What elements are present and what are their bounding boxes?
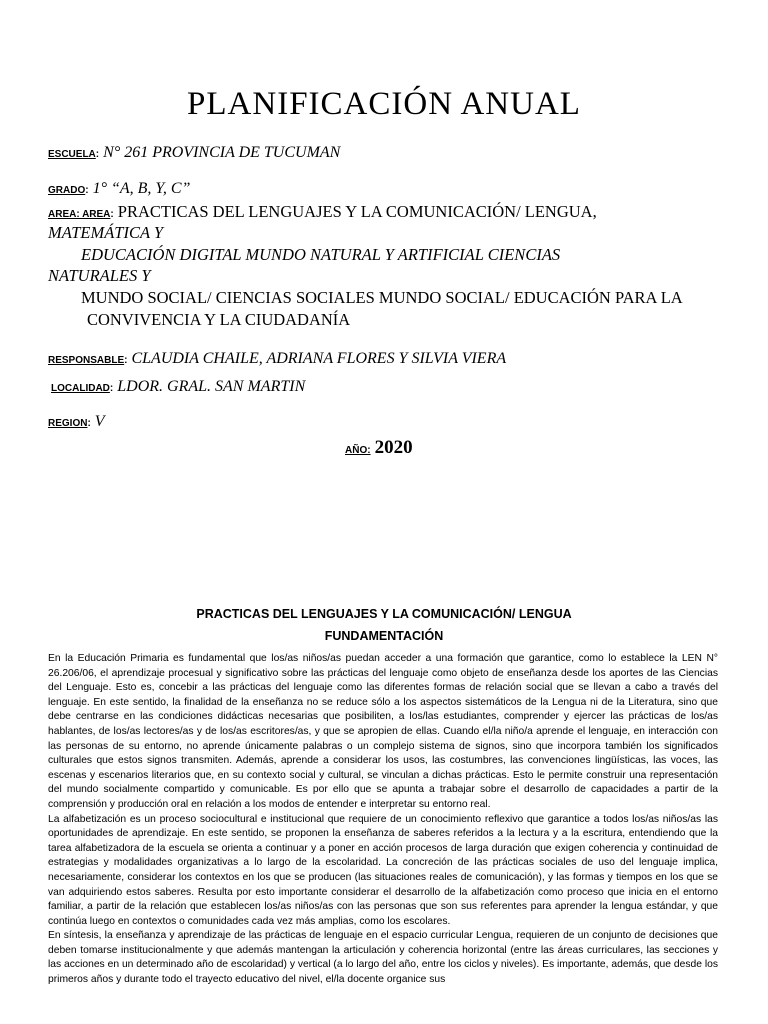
- paragraph: En la Educación Primaria es fundamental que los/as niños/as puedan acceder a una formación que garantice, como lo establece la LEN N° 26.206/06, el aprendizaje procesual y significativo sobre las prácticas del lenguaje como objeto de enseñanza desde los aportes de las Ciencias del Lenguaje. Esto es, concebir a las prácticas del lenguaje como las diferentes formas de relación social que se llevan a cabo a través del lenguaje. En este sentido, la finalidad de la enseñanza no se reduce sólo a los aspectos sistemáticos de la Lengua ni de la Literatura, sino que debe centrarse en las condiciones didácticas necesarias que posibiliten, a los/las estudiantes, comprender y ejercer las prácticas de los/as hablantes, de los/as lectores/as y de los/as escritores/as, y que se apropien de ellas. Cuando el/la niño/a aprende el lenguaje, en interacción con las personas de su entorno, no aprende únicamente palabras o un complejo sistema de signos, sino que incorpora también los significados culturales que estos signos transmiten. Además, aprende a considerar los usos, las costumbres, las convenciones lingüísticas, las voces, las escenas y escenarios literarios que, en su contexto social y cultural, se vinculan a dichas prácticas. Esto le permite construir una representación del mundo socialmente compartido y comunicable. Es por ello que se apunta a trabajar sobre el desarrollo de capacidades a partir de la comprensión y producción oral en relación a los modos de entender e interpretar su entorno real.: [48, 653, 718, 810]
- year-value: 2020: [374, 437, 413, 458]
- localidad-label: LOCALIDAD: [51, 383, 110, 394]
- responsable-label: RESPONSABLE: [48, 355, 125, 366]
- page-title: PLANIFICACIÓN ANUAL: [187, 86, 581, 122]
- area-line-3: EDUCACIÓN DIGITAL MUNDO NATURAL Y ARTIFICIAL CIENCIAS: [81, 245, 561, 264]
- responsable-value: CLAUDIA CHAILE, ADRIANA FLORES Y SILVIA VIERA: [131, 350, 507, 367]
- region-value: V: [94, 413, 105, 430]
- grado-label: GRADO: [48, 185, 86, 196]
- section-body: [48, 652, 718, 988]
- responsable-row: RESPONSABLE: CLAUDIA CHAILE, ADRIANA FLORES Y SILVIA VIERA: [48, 350, 507, 367]
- grado-row: GRADO: 1° “A, B, Y, C”: [48, 180, 191, 197]
- year-row: [345, 437, 413, 459]
- grado-value: 1° “A, B, Y, C”: [92, 180, 191, 197]
- area-line-1: PRACTICAS DEL LENGUAJES Y LA COMUNICACIÓN/ LENGUA,: [117, 202, 597, 221]
- section-heading: PRACTICAS DEL LENGUAJES Y LA COMUNICACIÓN/ LENGUA: [196, 607, 572, 621]
- localidad-value: LDOR. GRAL. SAN MARTIN: [117, 378, 306, 395]
- escuela-row: ESCUELA: N° 261 PROVINCIA DE TUCUMAN: [48, 144, 341, 161]
- escuela-label: ESCUELA: [48, 149, 96, 160]
- area-line-5: MUNDO SOCIAL/ CIENCIAS SOCIALES MUNDO SOCIAL/ EDUCACIÓN PARA LA: [81, 288, 683, 307]
- escuela-value: N° 261 PROVINCIA DE TUCUMAN: [103, 144, 341, 161]
- region-row: REGION: V: [48, 413, 105, 430]
- localidad-row: LOCALIDAD: LDOR. GRAL. SAN MARTIN: [51, 378, 306, 395]
- paragraph: La alfabetización es un proceso sociocultural e institucional que requiere de un conocimiento reflexivo que garantice a todos los/as niños/as las oportunidades de aprendizaje. En este sentido, se proponen la enseñanza de saberes referidos a la lectura y a la escritura, entendiendo que la tarea alfabetizadora de la escuela se orienta a continuar y a poner en acción procesos de larga duración que exigen coherencia y continuidad de estrategias y modalidades organizativas a lo largo de la escolaridad. La concreción de las prácticas sociales de uso del lenguaje implica, necesariamente, considerar los contextos en los que se producen (las situaciones reales de comunicación), y las formas y tiempos en los que se van adquiriendo estos saberes. Resulta por esto importante considerar el desarrollo de la alfabetización como proceso que inicia en el entorno familiar, a partir de la relación que establecen los/as niños/as con las personas que son sus referentes para aprender la lengua estándar, y que continúa luego en contextos o comunidades cada vez más amplias, como los escolares.: [48, 813, 718, 927]
- area-line-4: NATURALES Y: [48, 266, 151, 285]
- paragraph: En síntesis, la enseñanza y aprendizaje de las prácticas de lenguaje en el espacio curricular Lengua, requieren de un conjunto de decisiones que deben tomarse institucionalmente y que además mantengan la articulación y coherencia horizontal (entre las áreas curriculares, las secciones y las acciones en un determinado año de escolaridad) y vertical (a lo largo del año, entre los ciclos y niveles). Es importante, además, que desde los primeros años y durante todo el trayecto educativo del nivel, el/la docente organice sus: [48, 930, 718, 986]
- section-subheading: FUNDAMENTACIÓN: [324, 629, 444, 643]
- area-line-2: MATEMÁTICA Y: [48, 223, 164, 242]
- area-label: AREA: AREA: [48, 209, 111, 220]
- area-line-6: CONVIVENCIA Y LA CIUDADANÍA: [87, 310, 351, 329]
- area-row: AREA: AREA: PRACTICAS DEL LENGUAJES Y LA COMUNICACIÓN/ LENGUA,: [48, 202, 597, 221]
- region-label: REGION: [48, 418, 88, 429]
- year-label: AÑO:: [345, 445, 371, 456]
